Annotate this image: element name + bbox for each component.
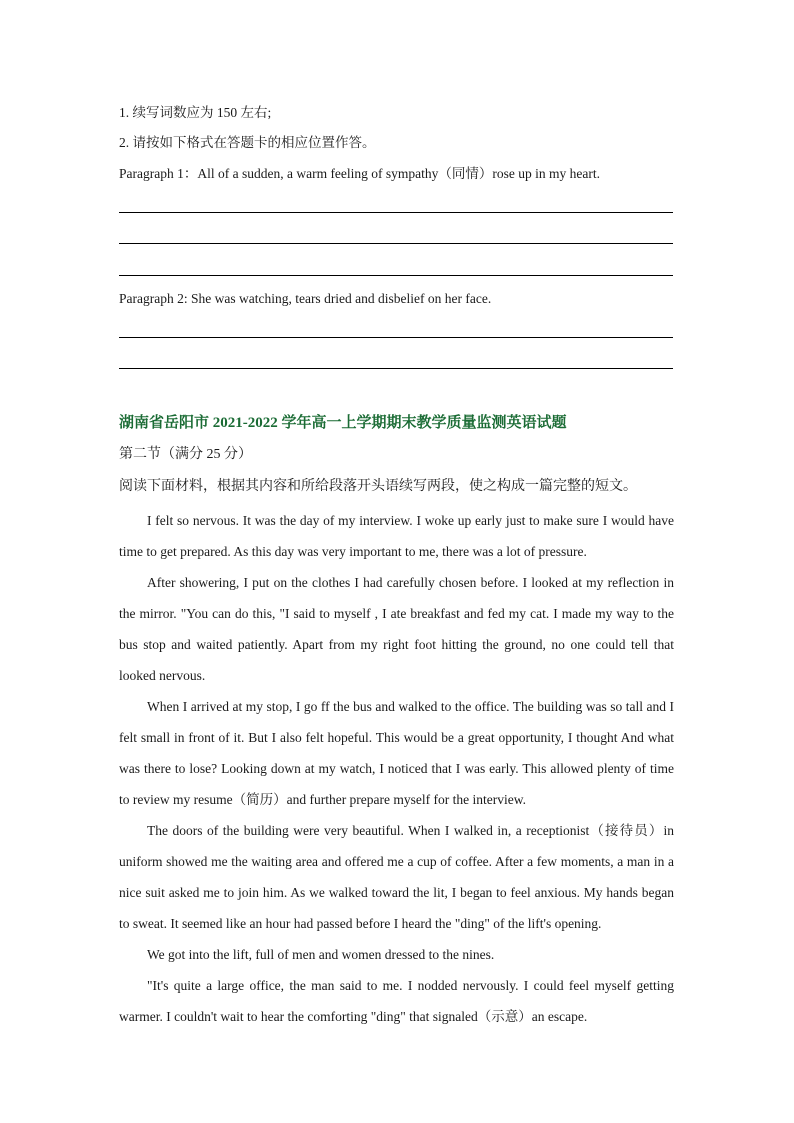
passage-paragraph: I felt so nervous. It was the day of my interview. I woke up early just to make sure I would have time to get prepared. As this day was very important to me, there was a lot of pressure. [119, 513, 674, 559]
paragraph-2-opening: Paragraph 2: She was watching, tears dried and disbelief on her face. [119, 291, 492, 306]
passage-paragraph: When I arrived at my stop, I go ff the bus and walked to the office. The building was so tall and I felt small in front of it. But I also felt hopeful. This would be a great opportunity, I thought And what was there to lose? Looking down at my watch, I noticed that I was early. This allowed plenty of time to review my resume（简历）and further prepare myself for the interview. [119, 699, 674, 807]
passage-paragraph: "It's quite a large office, the man said to me. I nodded nervously. I could feel myself getting warmer. I couldn't wait to hear the comforting "ding" that signaled（示意）an escape. [119, 978, 674, 1024]
instruction-word-count: 1. 续写词数应为 150 左右; [119, 105, 272, 120]
answer-line [119, 337, 673, 338]
exam-section-title: 湖南省岳阳市 2021-2022 学年高一上学期期末教学质量监测英语试题 [119, 415, 567, 431]
paragraph-1-opening: Paragraph 1：All of a sudden, a warm feeling of sympathy（同情）rose up in my heart. [119, 166, 601, 181]
reading-passage [119, 505, 674, 1032]
passage-paragraph: We got into the lift, full of men and women dressed to the nines. [147, 947, 495, 962]
passage-paragraph: After showering, I put on the clothes I had carefully chosen before. I looked at my reflection in the mirror. "You can do this, "I said to myself , I ate breakfast and fed my cat. I made my way to the bus stop and waited patiently. Apart from my right foot hitting the ground, no one could tell that looked nervous. [119, 575, 674, 683]
answer-line [119, 275, 673, 276]
answer-line [119, 212, 673, 213]
part-heading: 第二节（满分 25 分） [119, 447, 252, 462]
part-direction: 阅读下面材料，根据其内容和所给段落开头语续写两段，使之构成一篇完整的短文。 [119, 479, 637, 494]
passage-paragraph: The doors of the building were very beautiful. When I walked in, a receptionist（接待员）in uniform showed me the waiting area and offered me a cup of coffee. After a few moments, a man in a nice suit asked me to join him. As we walked toward the lit, I began to feel anxious. My hands began to sweat. It seemed like an hour had passed before I heard the "ding" of the lift's opening. [119, 823, 674, 931]
answer-line [119, 243, 673, 244]
instruction-format: 2. 请按如下格式在答题卡的相应位置作答。 [119, 135, 376, 150]
answer-line [119, 368, 673, 369]
